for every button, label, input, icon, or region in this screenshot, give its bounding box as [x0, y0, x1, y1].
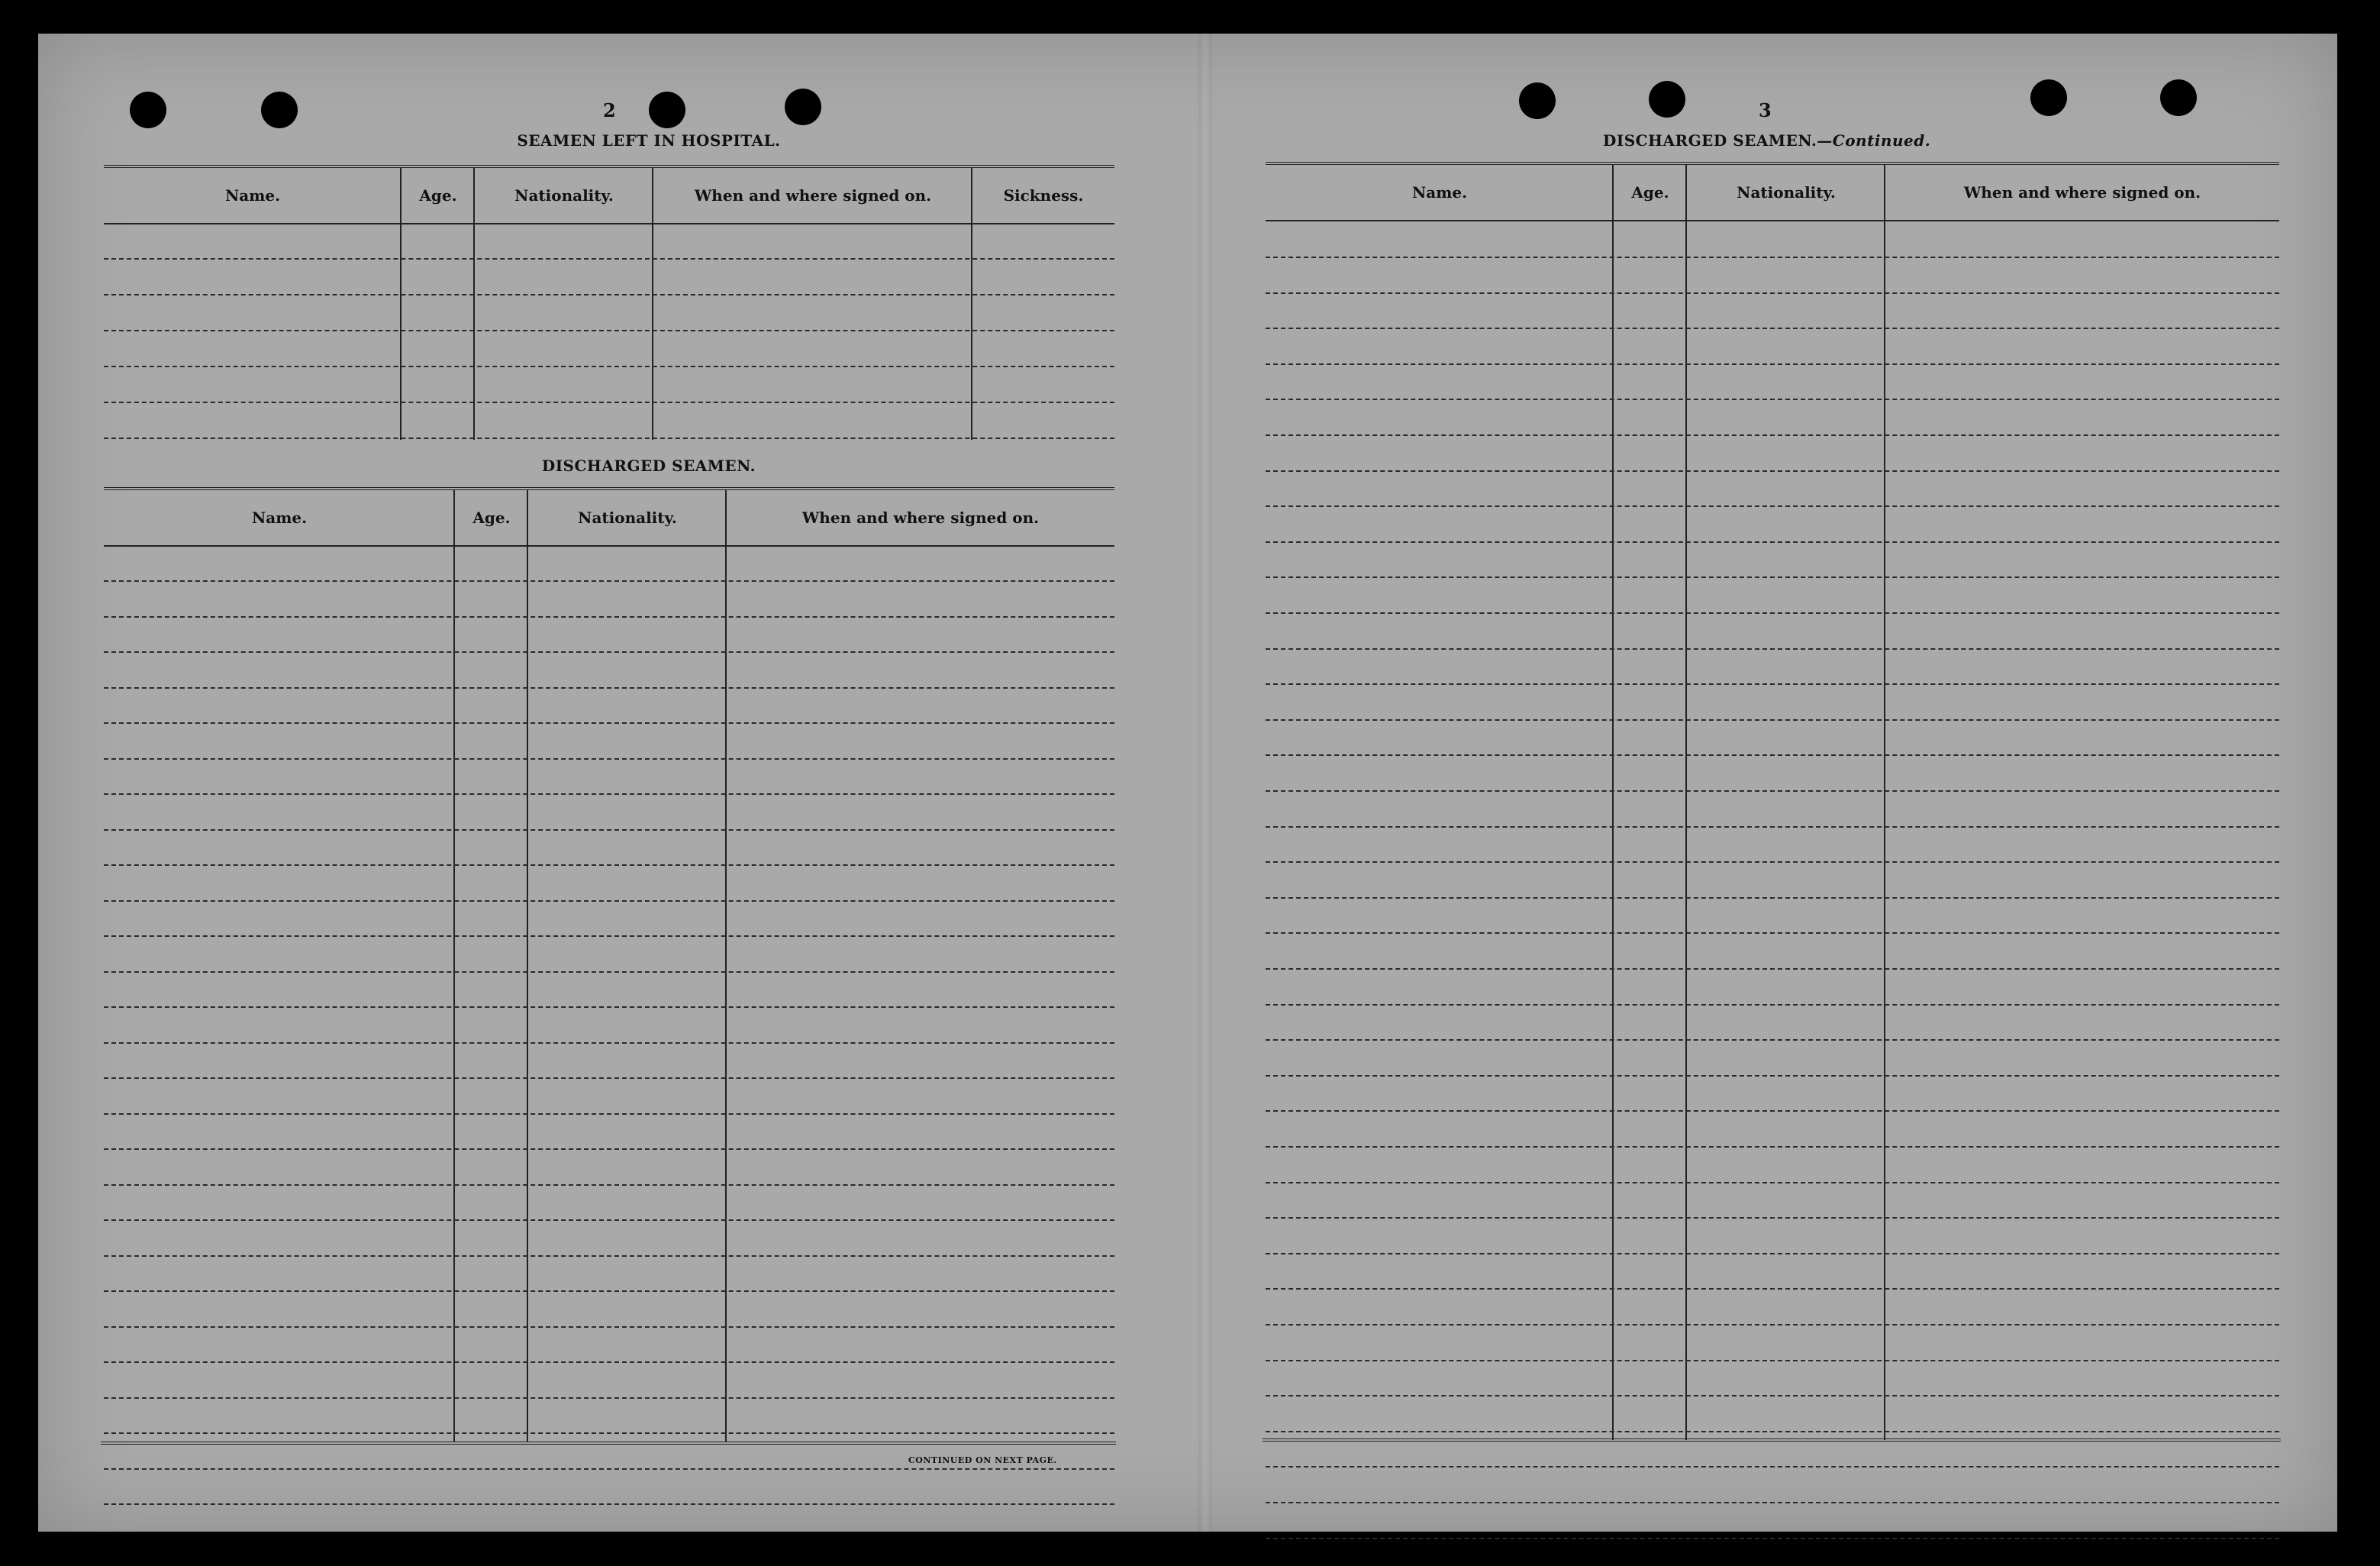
table-row — [104, 1361, 1114, 1363]
table-row — [1266, 470, 2279, 472]
table-row — [104, 722, 1114, 724]
table-row — [1266, 1288, 2279, 1290]
table-row — [104, 1290, 1114, 1292]
column-divider — [400, 168, 402, 440]
table-row — [1266, 505, 2279, 507]
table-row — [104, 687, 1114, 689]
column-divider — [1685, 165, 1687, 1440]
table-row — [1266, 541, 2279, 543]
table-row — [1266, 328, 2279, 329]
table-row — [104, 935, 1114, 937]
table-row — [1266, 1538, 2279, 1539]
table-row — [104, 1148, 1114, 1150]
punch-hole — [649, 92, 685, 128]
table-row — [104, 1042, 1114, 1044]
table-row — [104, 1397, 1114, 1399]
hospital-table-header — [104, 168, 1114, 224]
table-row — [1266, 861, 2279, 863]
continued-col-name: Name. — [1411, 183, 1468, 202]
table-row — [1266, 1502, 2279, 1503]
page-number-right: 3 — [1759, 99, 1772, 121]
punch-hole — [261, 92, 298, 128]
table-row — [1266, 648, 2279, 650]
table-row — [104, 900, 1114, 902]
table-row — [104, 1468, 1114, 1470]
discharged-continued-title — [1603, 131, 1931, 150]
table-row — [104, 971, 1114, 973]
hospital-col-nationality: Nationality. — [514, 186, 614, 205]
table-row — [104, 1006, 1114, 1008]
discharged-col-signed-on: When and where signed on. — [801, 509, 1040, 527]
table-row — [104, 616, 1114, 618]
table-row — [1266, 1110, 2279, 1112]
table-row — [1266, 1324, 2279, 1325]
punch-hole — [2030, 79, 2067, 116]
table-row — [104, 1255, 1114, 1257]
table-row — [1266, 1431, 2279, 1432]
table-row — [1266, 1395, 2279, 1396]
column-divider — [1612, 165, 1614, 1440]
table-row — [1266, 1004, 2279, 1006]
table-row — [1266, 1253, 2279, 1254]
table-row — [1266, 434, 2279, 436]
table-row — [104, 651, 1114, 653]
table-row — [1266, 399, 2279, 400]
hospital-col-sickness: Sickness. — [1003, 186, 1084, 205]
table-row — [1266, 363, 2279, 365]
column-divider — [652, 168, 653, 440]
table-row — [104, 438, 1114, 439]
discharged-continued-suffix: —Continued. — [1817, 131, 1931, 150]
discharged-table-right — [1266, 162, 2279, 1478]
column-divider — [473, 168, 475, 440]
table-row — [1266, 257, 2279, 258]
table-row — [1266, 754, 2279, 756]
hospital-col-signed-on: When and where signed on. — [694, 186, 932, 205]
table-row — [104, 758, 1114, 760]
document-sheet — [38, 34, 2337, 1532]
table-row — [104, 793, 1114, 795]
punch-hole — [2160, 79, 2197, 116]
table-row — [1266, 1217, 2279, 1219]
table-row — [104, 1077, 1114, 1079]
table-row — [104, 366, 1114, 367]
table-row — [1266, 612, 2279, 614]
column-divider — [527, 490, 528, 1442]
table-row — [104, 1113, 1114, 1115]
discharged-table-left — [104, 487, 1114, 1483]
table-row — [1266, 1360, 2279, 1361]
table-row — [1266, 683, 2279, 685]
table-row — [104, 294, 1114, 295]
table-row — [104, 1432, 1114, 1434]
discharged-col-name: Name. — [251, 509, 308, 527]
bottom-rule-left — [101, 1442, 1116, 1445]
table-row — [1266, 1146, 2279, 1148]
table-row — [1266, 897, 2279, 899]
table-row — [104, 1326, 1114, 1328]
column-divider — [971, 168, 972, 440]
table-row — [104, 258, 1114, 260]
table-row — [104, 330, 1114, 331]
punch-hole — [130, 92, 166, 128]
table-row — [1266, 790, 2279, 792]
discharged-table-header — [104, 490, 1114, 547]
table-row — [1266, 292, 2279, 294]
table-row — [104, 864, 1114, 866]
continued-col-age: Age. — [1631, 183, 1669, 202]
punch-hole — [785, 89, 821, 125]
discharged-continued-title-main: DISCHARGED SEAMEN. — [1603, 131, 1817, 150]
discharged-col-age: Age. — [472, 509, 511, 527]
table-row — [1266, 1466, 2279, 1468]
discharged-section-title: DISCHARGED SEAMEN. — [541, 457, 756, 475]
table-row — [104, 829, 1114, 831]
hospital-col-name: Name. — [224, 186, 281, 205]
table-row — [104, 580, 1114, 582]
table-row — [1266, 968, 2279, 970]
discharged-continued-header — [1266, 165, 2279, 221]
column-divider — [1884, 165, 1885, 1440]
continued-col-signed-on: When and where signed on. — [1963, 183, 2201, 202]
hospital-col-age: Age. — [419, 186, 457, 205]
continued-note: CONTINUED ON NEXT PAGE. — [908, 1455, 1057, 1465]
table-row — [1266, 932, 2279, 934]
table-row — [1266, 576, 2279, 578]
column-divider — [453, 490, 455, 1442]
table-row — [104, 402, 1114, 403]
table-row — [104, 1184, 1114, 1186]
hospital-table — [104, 165, 1114, 481]
discharged-col-nationality: Nationality. — [578, 509, 677, 527]
table-row — [1266, 826, 2279, 828]
table-row — [1266, 1075, 2279, 1077]
table-row — [104, 1219, 1114, 1221]
punch-hole — [1519, 82, 1556, 119]
continued-col-nationality: Nationality. — [1737, 183, 1836, 202]
table-row — [1266, 719, 2279, 721]
bottom-rule-right — [1263, 1438, 2281, 1442]
punch-hole — [1649, 81, 1685, 118]
table-row — [1266, 1182, 2279, 1183]
hospital-section-title: SEAMEN LEFT IN HOSPITAL. — [517, 131, 781, 150]
table-row — [1266, 1039, 2279, 1041]
table-row — [104, 1503, 1114, 1505]
column-divider — [725, 490, 727, 1442]
page-fold — [1198, 34, 1212, 1532]
page-number-left: 2 — [603, 99, 616, 121]
